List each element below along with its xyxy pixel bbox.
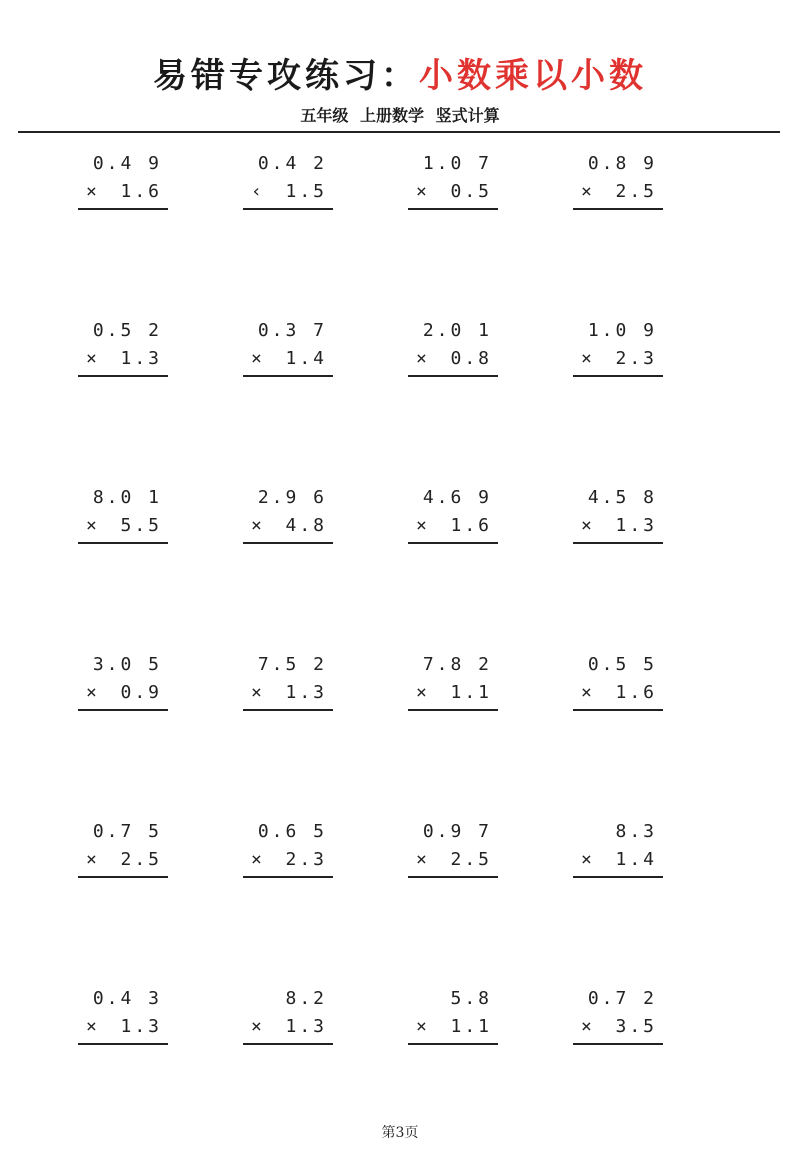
multiplication-problem <box>78 818 168 985</box>
multiplicand: 0.9 7 <box>422 821 492 842</box>
multiply-sign: × <box>86 682 97 703</box>
multiplier: 1.4 <box>285 348 327 369</box>
multiplicand: 8.3 <box>615 821 657 842</box>
multiply-sign: × <box>416 515 427 536</box>
multiply-sign: × <box>581 515 592 536</box>
multiplier: 1.3 <box>285 682 327 703</box>
multiplier: 3.5 <box>615 1016 657 1037</box>
multiplication-problem <box>573 484 663 651</box>
answer-line <box>408 375 498 377</box>
multiplier: 1.3 <box>285 1016 327 1037</box>
answer-line <box>243 709 333 711</box>
multiplicand: 0.3 7 <box>257 320 327 341</box>
multiplicand: 1.0 9 <box>587 320 657 341</box>
multiplication-problem <box>573 317 663 484</box>
multiplier: 2.5 <box>615 181 657 202</box>
multiplication-problem <box>408 150 498 317</box>
answer-line <box>408 542 498 544</box>
multiply-sign: × <box>86 849 97 870</box>
multiplicand: 3.0 5 <box>92 654 162 675</box>
multiply-sign: × <box>251 682 262 703</box>
multiplicand: 7.5 2 <box>257 654 327 675</box>
multiply-sign: × <box>251 849 262 870</box>
multiplier: 1.6 <box>450 515 492 536</box>
multiplier: 0.8 <box>450 348 492 369</box>
multiplicand: 0.5 2 <box>92 320 162 341</box>
multiply-sign: × <box>251 1016 262 1037</box>
multiply-sign: × <box>86 348 97 369</box>
answer-line <box>408 876 498 878</box>
answer-line <box>78 375 168 377</box>
multiply-sign: × <box>416 181 427 202</box>
multiplication-problem <box>243 317 333 484</box>
multiplicand: 5.8 <box>450 988 492 1009</box>
multiply-sign: × <box>416 682 427 703</box>
answer-line <box>243 375 333 377</box>
multiplier: 0.5 <box>450 181 492 202</box>
multiplier: 1.6 <box>615 682 657 703</box>
answer-line <box>408 709 498 711</box>
multiplicand: 0.4 2 <box>257 153 327 174</box>
multiplicand: 0.5 5 <box>587 654 657 675</box>
answer-line <box>573 375 663 377</box>
page-subtitle: 五年级 上册数学 竖式计算 <box>300 106 500 125</box>
multiplication-problem <box>408 317 498 484</box>
multiplicand: 4.6 9 <box>422 487 492 508</box>
multiplicand: 0.7 2 <box>587 988 657 1009</box>
problem-grid <box>78 150 738 1152</box>
multiplier: 1.4 <box>615 849 657 870</box>
multiplier: 1.3 <box>120 1016 162 1037</box>
multiplicand: 0.8 9 <box>587 153 657 174</box>
multiply-sign: × <box>416 348 427 369</box>
multiplier: 1.5 <box>285 181 327 202</box>
multiply-sign: × <box>416 1016 427 1037</box>
answer-line <box>243 876 333 878</box>
multiplicand: 8.0 1 <box>92 487 162 508</box>
multiplication-problem <box>243 651 333 818</box>
answer-line <box>573 876 663 878</box>
multiplier: 2.3 <box>615 348 657 369</box>
multiplicand: 8.2 <box>285 988 327 1009</box>
multiplication-problem <box>78 484 168 651</box>
multiplicand: 2.0 1 <box>422 320 492 341</box>
multiplier: 1.1 <box>450 1016 492 1037</box>
answer-line <box>243 208 333 210</box>
multiply-sign: ‹ <box>251 181 262 202</box>
multiplication-problem <box>243 484 333 651</box>
title-prefix: 易错专攻练习： <box>153 56 419 96</box>
multiplicand: 4.5 8 <box>587 487 657 508</box>
multiply-sign: × <box>581 181 592 202</box>
answer-line <box>408 208 498 210</box>
answer-line <box>573 208 663 210</box>
multiplicand: 0.6 5 <box>257 821 327 842</box>
multiplier: 2.3 <box>285 849 327 870</box>
answer-line <box>78 542 168 544</box>
multiply-sign: × <box>86 1016 97 1037</box>
header-divider <box>18 131 780 133</box>
multiply-sign: × <box>86 181 97 202</box>
multiply-sign: × <box>581 348 592 369</box>
answer-line <box>573 542 663 544</box>
answer-line <box>408 1043 498 1045</box>
multiplicand: 2.9 6 <box>257 487 327 508</box>
answer-line <box>78 1043 168 1045</box>
multiply-sign: × <box>251 515 262 536</box>
multiplier: 1.3 <box>120 348 162 369</box>
multiplier: 1.6 <box>120 181 162 202</box>
multiply-sign: × <box>581 849 592 870</box>
multiplication-problem <box>78 651 168 818</box>
answer-line <box>78 709 168 711</box>
multiply-sign: × <box>251 348 262 369</box>
multiplicand: 0.7 5 <box>92 821 162 842</box>
answer-line <box>573 1043 663 1045</box>
page-title <box>0 48 800 97</box>
answer-line <box>243 542 333 544</box>
multiply-sign: × <box>416 849 427 870</box>
multiplicand: 0.4 3 <box>92 988 162 1009</box>
multiplication-problem <box>573 150 663 317</box>
multiplier: 0.9 <box>120 682 162 703</box>
multiplication-problem <box>78 317 168 484</box>
multiplier: 2.5 <box>120 849 162 870</box>
answer-line <box>78 876 168 878</box>
multiply-sign: × <box>86 515 97 536</box>
multiplication-problem <box>573 651 663 818</box>
multiplier: 5.5 <box>120 515 162 536</box>
multiplication-problem <box>573 818 663 985</box>
multiplicand: 1.0 7 <box>422 153 492 174</box>
multiplier: 1.3 <box>615 515 657 536</box>
page-number: 第3页 <box>381 1125 419 1141</box>
multiplicand: 7.8 2 <box>422 654 492 675</box>
multiplier: 2.5 <box>450 849 492 870</box>
answer-line <box>78 208 168 210</box>
multiplication-problem <box>408 651 498 818</box>
multiply-sign: × <box>581 1016 592 1037</box>
multiplier: 1.1 <box>450 682 492 703</box>
multiplication-problem <box>243 150 333 317</box>
title-topic: 小数乘以小数 <box>419 56 647 96</box>
multiplication-problem <box>78 150 168 317</box>
answer-line <box>573 709 663 711</box>
answer-line <box>243 1043 333 1045</box>
multiplication-problem <box>243 818 333 985</box>
multiplication-problem <box>408 484 498 651</box>
multiplication-problem <box>408 818 498 985</box>
multiply-sign: × <box>581 682 592 703</box>
multiplier: 4.8 <box>285 515 327 536</box>
multiplicand: 0.4 9 <box>92 153 162 174</box>
